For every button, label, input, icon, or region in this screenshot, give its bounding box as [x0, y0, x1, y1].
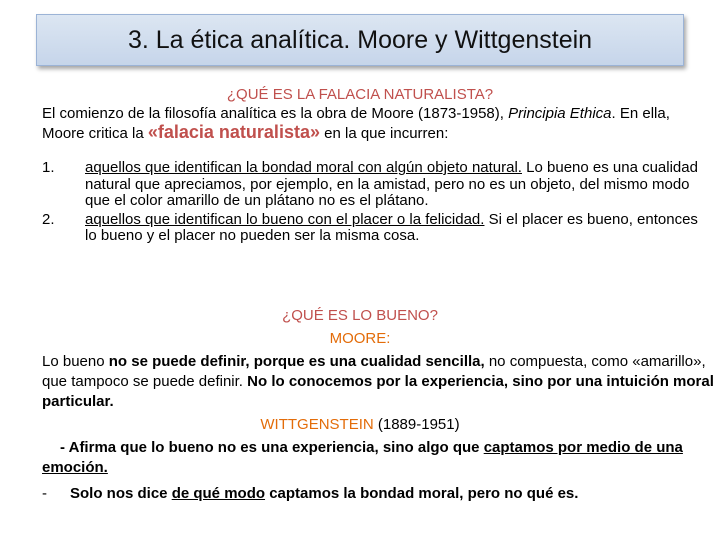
moore-text-b: no se puede definir, porque es una cualidad sencilla, — [108, 353, 485, 370]
moore-paragraph — [42, 352, 714, 412]
title-box — [36, 14, 684, 66]
intro-text-a: El comienzo de la filosofía analítica es la obra de Moore (1873-1958), — [42, 105, 509, 122]
w2-text-c: captamos la bondad moral, pero no qué es. — [265, 485, 579, 502]
w2-text-b: de qué modo — [171, 485, 266, 502]
w2-text-a: Solo nos dice — [70, 485, 172, 502]
list-number: 2. — [42, 210, 55, 228]
moore-text-a: Lo bueno — [42, 353, 109, 370]
list-item-underlined: aquellos que identifican la bondad moral con algún objeto natural. — [85, 159, 522, 176]
moore-text-c: no compuesta, como «amarillo», que tampoco se puede definir. — [42, 353, 706, 390]
question-what-is-good: ¿QUÉ ES LO BUENO? — [282, 307, 438, 324]
question-naturalistic-fallacy: ¿QUÉ ES LA FALACIA NATURALISTA? — [226, 86, 494, 103]
list-number: 1. — [42, 159, 55, 176]
w1-text-b: captamos por medio de una emoción. — [42, 439, 683, 476]
slide-title: 3. La ética analítica. Moore y Wittgenstein — [127, 25, 593, 54]
intro-text-e: en la que incurren: — [319, 125, 449, 142]
wittgenstein-name: WITTGENSTEIN — [260, 416, 374, 433]
naturalistic-fallacy-term: «falacia naturalista» — [147, 122, 320, 142]
moore-text-d: No lo conocemos por la experiencia, sino por una intuición moral particular. — [42, 373, 714, 410]
moore-heading: MOORE: — [329, 330, 391, 347]
intro-paragraph — [42, 104, 712, 143]
w1-text-a: - Afirma que lo bueno no es una experiencia, sino algo que — [60, 439, 484, 456]
list-item-text: Si el placer es bueno, entonces lo bueno y el placer no pueden ser la misma cosa. — [85, 210, 698, 244]
wittgenstein-point-2 — [42, 484, 714, 504]
wittgenstein-heading — [0, 415, 720, 435]
w2-dash: - — [42, 485, 47, 502]
intro-text-c: . En ella, Moore critica la — [42, 105, 670, 142]
wittgenstein-point-1 — [42, 438, 714, 478]
list-item-underlined: aquellos que identifican lo bueno con el placer o la felicidad. — [85, 210, 485, 228]
fallacy-list — [42, 160, 712, 247]
list-item — [42, 212, 712, 245]
wittgenstein-dates: (1889-1951) — [373, 416, 460, 433]
list-item — [42, 160, 712, 210]
list-item-text: Lo bueno es una cualidad natural que apreciamos, por ejemplo, en la amistad, pero no es un objeto, del mismo modo que el color amarillo de un plátano no es el plátano. — [85, 159, 698, 209]
book-title: Principia Ethica — [508, 105, 612, 122]
